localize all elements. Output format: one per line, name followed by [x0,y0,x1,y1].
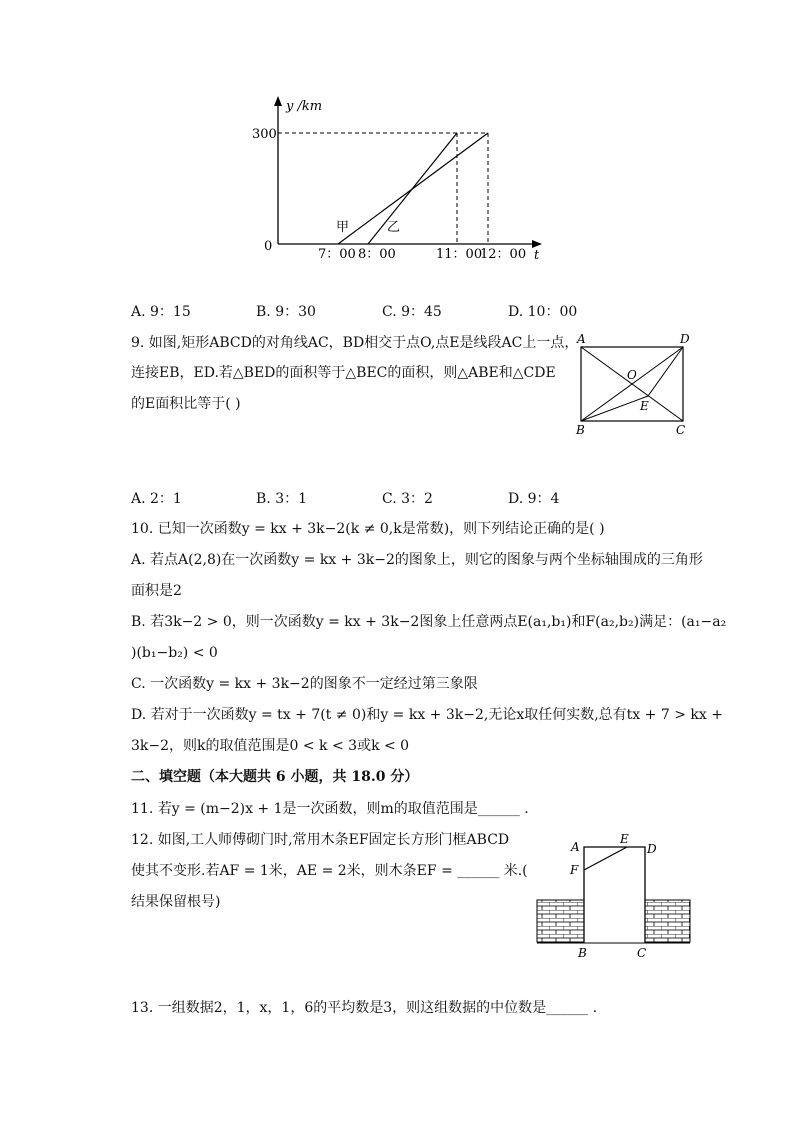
q9-line2: 连接EB，ED.若△BED的面积等于△BEC的面积，则△ABE和△CDE [131,365,556,381]
label-b: B [578,946,587,960]
label-o: O [627,368,637,382]
line-yi-label: 乙 [387,220,401,235]
q8-option-b: B. 9：30 [256,304,316,320]
x-tick-8: 8：00 [358,247,396,262]
q9-line1: 9. 如图,矩形ABCD的对角线AC，BD相交于点O,点E是线段AC上一点， [131,335,579,351]
q10-option-c: C. 一次函数y = kx + 3k−2的图象不一定经过第三象限 [131,676,478,692]
label-d: D [680,332,690,346]
t-axis-label: t [534,248,540,263]
left-brick-wall [537,900,584,942]
q9-rectangle-figure [572,330,697,440]
q10-option-d-line1: D. 若对于一次函数y = tx + 7(t ≠ 0)和y = kx + 3k−2,无论x取任何实数,总有tx + 7 > kx + [131,707,723,723]
seg-be [581,396,648,421]
brace-ef [584,847,627,870]
q10-option-b-line2: )(b₁−b₂) < 0 [131,645,218,661]
q12-line1: 12. 如图,工人师傅砌门时,常用木条EF固定长方形门框ABCD [131,832,510,848]
label-c: C [637,946,647,960]
q8-option-d: D. 10：00 [508,304,578,320]
section-title-fill-blank: 二、填空题（本大题共 6 小题，共 18.0 分） [131,769,419,785]
q9-line3: 的E面积比等于( ) [131,396,241,412]
q12-line3: 结果保留根号) [131,894,221,910]
q10-stem: 10. 已知一次函数y = kx + 3k−2(k ≠ 0,k是常数)，则下列结论正确的是( ) [131,521,605,537]
q9-option-d: D. 9：4 [508,491,560,507]
y-axis-label: y /km [286,99,323,114]
x-tick-11: 11：00 [436,247,483,262]
label-c: C [676,423,686,437]
q10-option-a-line1: A. 若点A(2,8)在一次函数y = kx + 3k−2的图象上，则它的图象与两个坐标轴围成的三角形 [131,552,703,568]
q10-option-b-line1: B. 若3k−2 > 0，则一次函数y = kx + 3k−2图象上任意两点E(a₁,b₁)和F(a₂,b₂)满足：(a₁−a₂ [131,614,727,630]
label-e: E [620,832,629,846]
line-jia-label: 甲 [336,220,350,235]
q11-text: 11. 若y = (m−2)x + 1是一次函数，则m的取值范围是______ . [131,801,529,817]
q12-line2: 使其不变形.若AF = 1米，AE = 2米，则木条EF = ______ 米.( [131,863,528,879]
label-d: D [647,842,657,856]
x-tick-12: 12：00 [480,247,527,262]
label-a: A [571,840,580,854]
y-axis-arrow [274,96,282,106]
y-tick-300: 300 [252,127,277,142]
q10-option-d-line2: 3k−2，则k的取值范围是0 < k < 3或k < 0 [131,738,410,754]
x-axis-arrow [532,240,542,248]
line-yi [368,133,457,244]
q8-option-a: A. 9：15 [131,304,191,320]
q9-option-b: B. 3：1 [256,491,308,507]
x-tick-7: 7：00 [318,247,356,262]
q9-option-c: C. 3：2 [382,491,433,507]
label-a: A [577,332,586,346]
label-f: F [570,863,579,877]
label-b: B [576,423,585,437]
right-brick-wall [645,900,690,942]
label-e: E [640,399,649,413]
door-frame [584,847,645,943]
q9-option-a: A. 2：1 [131,491,182,507]
origin-label: 0 [264,239,273,254]
q12-door-frame-figure [535,830,695,960]
q10-option-a-line2: 面积是2 [131,583,182,599]
q8-option-c: C. 9：45 [382,304,442,320]
seg-de [648,347,683,396]
q8-distance-time-graph [250,92,550,267]
q13-text: 13. 一组数据2，1，x，1，6的平均数是3，则这组数据的中位数是______ . [131,1000,598,1016]
